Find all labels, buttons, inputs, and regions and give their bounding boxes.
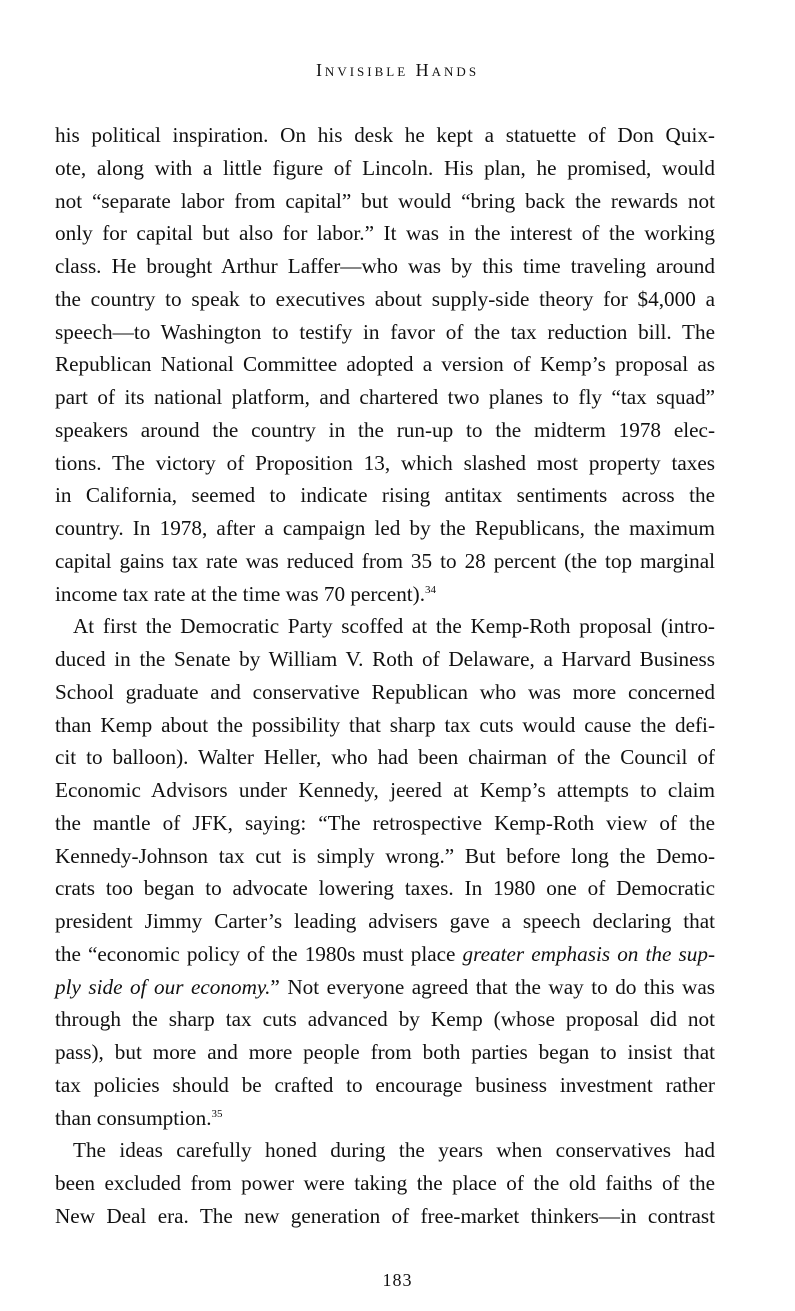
text-line: only for capital but also for labor.” It was in the interest of the working [55, 221, 715, 246]
text-line-content: ” Not everyone agreed that the way to do this was [270, 974, 715, 999]
page-number: 183 [382, 1270, 413, 1290]
text-line: pass), but more and more people from both parties began to insist that [55, 1040, 715, 1064]
text-line: president Jimmy Carter’s leading advisers gave a speech declaring that [55, 909, 715, 933]
paragraph-3 [55, 1134, 715, 1232]
text-line: his political inspiration. On his desk he kept a statuette of Don Quix- [55, 123, 715, 147]
text-line: class. He brought Arthur Laffer—who was by this time traveling around [55, 254, 715, 278]
italic-quote: ply side of our economy. [55, 974, 271, 999]
text-line: crats too began to advocate lowering taxes. In 1980 one of Democratic [55, 876, 715, 901]
text-line: tax policies should be crafted to encourage business investment rather [55, 1072, 715, 1097]
text-line: country. In 1978, after a campaign led by the Republicans, the maximum [55, 516, 715, 540]
text-line: speakers around the country in the run-up to the midterm 1978 elec- [55, 417, 715, 442]
paragraph-1 [55, 119, 715, 610]
text-line: capital gains tax rate was reduced from 35 to 28 percent (the top marginal [55, 548, 715, 573]
text-line-content: the “economic policy of the 1980s must place [55, 941, 463, 966]
text-line-content: At first the Democratic Party scoffed at the Kemp-Roth proposal (intro- [73, 614, 715, 639]
text-line: tions. The victory of Proposition 13, which slashed most property taxes [55, 450, 715, 475]
text-line: Republican National Committee adopted a version of Kemp’s proposal as [55, 352, 715, 377]
text-line-content: The ideas carefully honed during the years when conservatives had [73, 1138, 715, 1163]
text-line: not “separate labor from capital” but would “bring back the rewards not [55, 188, 715, 213]
text-line: in California, seemed to indicate rising antitax sentiments across the [55, 483, 715, 508]
text-line: New Deal era. The new generation of free-market thinkers—in contrast [55, 1203, 715, 1228]
text-line [55, 1102, 715, 1135]
text-line-content: income tax rate at the time was 70 percent). [55, 581, 426, 606]
text-line-content: than consumption. [55, 1105, 212, 1130]
footnote-marker: 35 [211, 1107, 223, 1120]
text-line: than Kemp about the possibility that sharp tax cuts would cause the defi- [55, 712, 715, 737]
text-line [55, 610, 715, 643]
running-head: Invisible Hands [315, 60, 480, 80]
text-line: part of its national platform, and chartered two planes to fly “tax squad” [55, 385, 715, 409]
text-line: through the sharp tax cuts advanced by Kemp (whose proposal did not [55, 1007, 715, 1032]
text-line [55, 938, 715, 971]
text-line: cit to balloon). Walter Heller, who had been chairman of the Council of [55, 745, 715, 770]
text-line: speech—to Washington to testify in favor of the tax reduction bill. The [55, 319, 715, 344]
text-line: Economic Advisors under Kennedy, jeered at Kemp’s attempts to claim [55, 778, 715, 802]
text-line: ote, along with a little figure of Lincoln. His plan, he promised, would [55, 155, 715, 180]
text-line [55, 578, 715, 611]
italic-quote: greater emphasis on the sup- [462, 941, 715, 966]
footnote-marker: 34 [425, 583, 437, 596]
text-line [55, 971, 715, 1004]
paragraph-2 [55, 610, 715, 1134]
text-line: School graduate and conservative Republican who was more concerned [55, 679, 715, 704]
text-line: the mantle of JFK, saying: “The retrospective Kemp-Roth view of the [55, 810, 715, 835]
text-line: Kennedy-Johnson tax cut is simply wrong.” But before long the Demo- [55, 843, 715, 868]
text-line [55, 1134, 715, 1167]
body-text [55, 119, 715, 1233]
text-line: the country to speak to executives about supply-side theory for $4,000 a [55, 286, 715, 311]
text-line: been excluded from power were taking the place of the old faiths of the [55, 1171, 715, 1195]
text-line: duced in the Senate by William V. Roth of Delaware, a Harvard Business [55, 647, 715, 671]
